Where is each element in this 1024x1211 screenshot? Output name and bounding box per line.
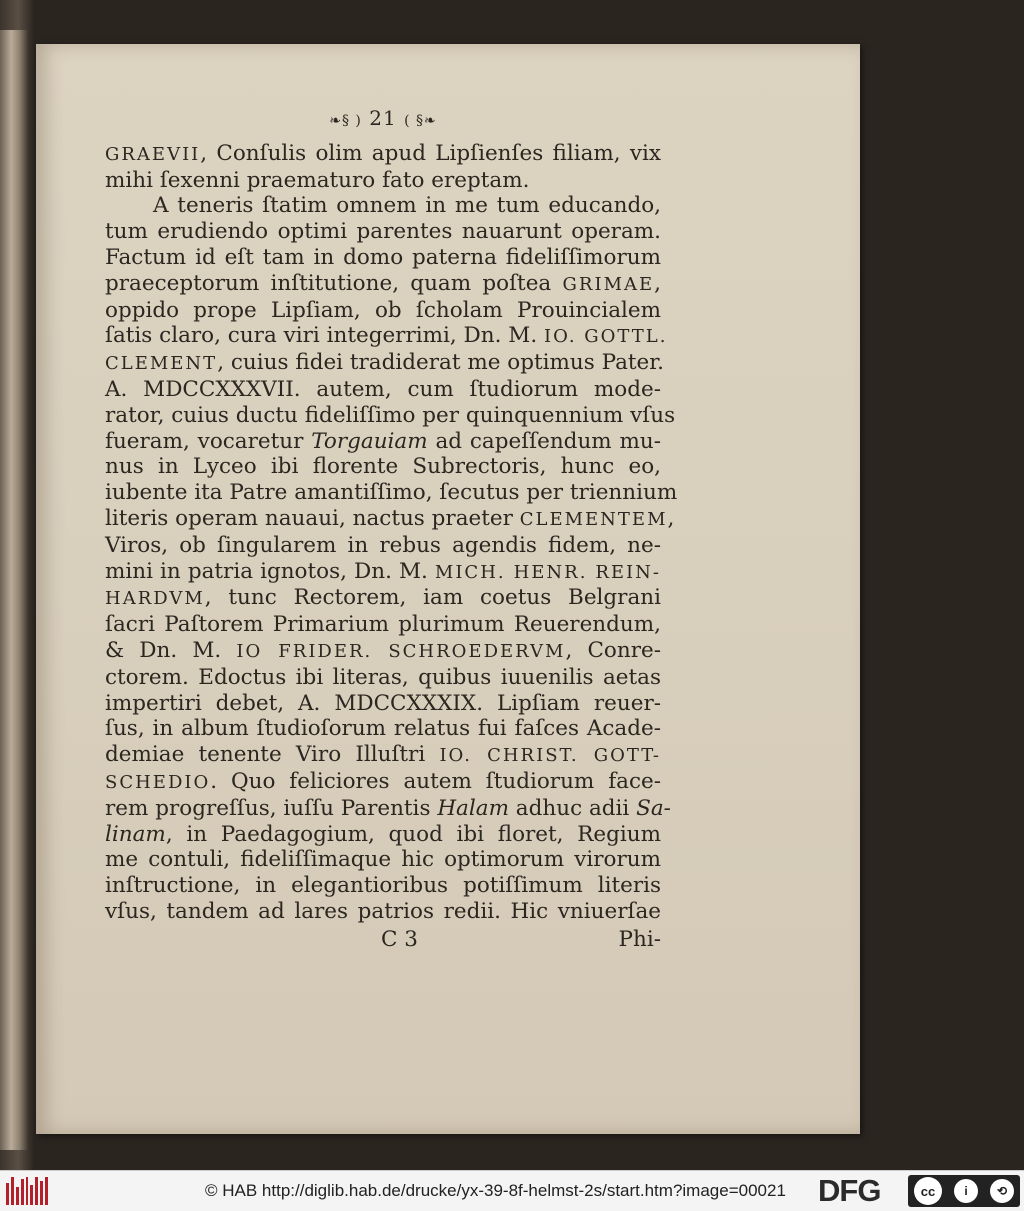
text-line xyxy=(105,742,661,769)
text-run: adhuc adii xyxy=(508,795,637,821)
page-header xyxy=(105,106,661,135)
text-line xyxy=(105,795,671,822)
text-run: CLEMENT xyxy=(105,353,218,375)
text-line xyxy=(105,271,661,298)
text-run: Viros, ob ſingularem in rebus agendis fidem, ne- xyxy=(105,532,661,558)
text-run: IO FRIDER. SCHROEDERVM xyxy=(236,640,566,662)
cc-license-badge[interactable] xyxy=(908,1175,1020,1207)
text-run: mini in patria ignotos, Dn. M. xyxy=(105,558,435,584)
sa-icon: ⟲ xyxy=(990,1179,1014,1203)
cc-icon: cc xyxy=(914,1177,942,1205)
text-line xyxy=(105,822,661,848)
text-lines xyxy=(105,140,678,925)
text-run: , tunc Rectorem, iam coetus Belgrani xyxy=(204,585,661,611)
copyright-link[interactable]: © HAB http://diglib.hab.de/drucke/yx-39-8f-helmst-2s/start.htm?image=00021 xyxy=(205,1181,786,1200)
text-run: , xyxy=(654,270,661,296)
dfg-logo-icon: DFG xyxy=(818,1173,881,1208)
text-run: , cuius fidei tradiderat me optimus Pater. xyxy=(217,350,665,376)
text-run: rator, cuius ductu fideliſſimo per quinquennium vſus xyxy=(105,402,676,428)
text-run: nus in Lyceo ibi florente Subrectoris, hunc eo, xyxy=(105,454,661,480)
text-line xyxy=(105,245,661,271)
book-page xyxy=(36,44,860,1134)
text-run: & Dn. M. xyxy=(105,637,237,663)
text-run: ſus, in album ſtudioſorum relatus fui faſces Acade- xyxy=(105,716,661,742)
text-run: IO. CHRIST. GOTT- xyxy=(439,745,661,767)
text-line xyxy=(105,769,661,796)
text-line xyxy=(105,585,661,612)
text-line xyxy=(105,873,661,899)
text-line xyxy=(105,716,661,742)
text-line xyxy=(105,899,661,925)
text-line xyxy=(105,298,661,324)
hab-logo-icon xyxy=(6,1177,48,1205)
text-line xyxy=(105,402,676,429)
text-line xyxy=(105,377,661,403)
text-line xyxy=(105,612,661,638)
header-ornament-left: ❧§ ) xyxy=(329,113,362,129)
text-run: HARDVM xyxy=(105,588,205,610)
by-icon: i xyxy=(954,1179,978,1203)
text-line xyxy=(105,480,678,506)
text-run: ſatis claro, cura viri integerrimi, Dn. M. xyxy=(105,323,544,349)
text-run: . Quo feliciores autem ſtudiorum face- xyxy=(210,768,661,794)
text-run: rem progreſſus, iuſſu Parentis xyxy=(105,795,438,821)
text-run: A. MDCCXXXVII. autem, cum ſtudiorum mode- xyxy=(105,376,661,402)
text-run: ſacri Paſtorem Primarium plurimum Reuerendum, xyxy=(105,612,661,638)
text-run: Sa- xyxy=(636,795,671,821)
text-run: me contuli, fideliſſimaque hic optimorum virorum xyxy=(105,847,661,873)
text-run: impertiri debet, A. MDCCXXXIX. Lipſiam reuer- xyxy=(105,690,661,716)
text-run: GRAEVII xyxy=(105,143,201,165)
text-run: , in Paedagogium, quod ibi floret, Regium xyxy=(165,821,661,847)
text-line xyxy=(105,665,661,691)
text-line xyxy=(105,193,661,219)
footer-bar xyxy=(0,1170,1024,1211)
text-run: CLEMENTEM xyxy=(519,508,668,530)
text-line xyxy=(105,638,661,665)
text-run: A teneris ſtatim omnem in me tum educando, xyxy=(153,193,661,219)
text-run: MICH. HENR. REIN- xyxy=(434,561,662,583)
text-run: linam xyxy=(105,821,166,847)
text-line xyxy=(105,505,675,533)
text-run: , Conſulis olim apud Lipſienſes filiam, vix xyxy=(200,140,661,166)
text-run: Halam xyxy=(437,795,509,821)
text-run: literis operam nauaui, nactus praeter xyxy=(105,505,520,531)
text-line xyxy=(105,219,661,245)
text-run: iubente ita Patre amantiſſimo, ſecutus per triennium xyxy=(105,480,678,506)
text-run: GRIMAE xyxy=(562,273,655,295)
text-line xyxy=(105,559,661,586)
text-run: SCHEDIO xyxy=(105,771,211,793)
back-pages-edge xyxy=(0,30,28,1150)
text-run: Factum id eſt tam in domo paterna fideliſſimorum xyxy=(105,244,661,270)
text-run: Torgauiam xyxy=(311,428,428,454)
catchline xyxy=(105,927,661,953)
text-run: IO. GOTTL. xyxy=(544,326,668,348)
text-run: , Conre- xyxy=(565,637,661,663)
text-run: oppido prope Lipſiam, ob ſcholam Prouincialem xyxy=(105,297,661,323)
text-run: fueram, vocaretur xyxy=(105,428,312,454)
text-run: , xyxy=(667,505,675,531)
signature-mark: C 3 xyxy=(381,926,418,952)
text-line xyxy=(105,350,665,377)
text-line xyxy=(105,847,661,873)
text-run: inſtructione, in elegantioribus potiſſimum literis xyxy=(105,873,661,899)
text-run: vſus, tandem ad lares patrios redii. Hic vniuerſae xyxy=(105,898,661,924)
text-line xyxy=(105,533,661,559)
text-run: ctorem. Edoctus ibi literas, quibus iuuenilis aetas xyxy=(105,664,661,690)
text-line xyxy=(105,454,661,480)
header-ornament-right: ( §❧ xyxy=(404,113,437,129)
text-run: praeceptorum inſtitutione, quam poſtea xyxy=(105,270,563,296)
text-line xyxy=(105,429,661,455)
text-run: tum erudiendo optimi parentes nauarunt operam. xyxy=(105,219,661,245)
text-line xyxy=(105,691,661,717)
page-text xyxy=(105,106,678,953)
text-line xyxy=(105,168,661,194)
text-run: mihi ſexenni praematuro fato ereptam. xyxy=(105,167,530,193)
catchword: Phi- xyxy=(618,926,661,952)
text-run: demiae tenente Viro Illuſtri xyxy=(105,742,440,768)
text-line xyxy=(105,141,661,168)
text-line xyxy=(105,323,668,350)
page-number: 21 xyxy=(369,106,397,130)
text-run: ad capeſſendum mu- xyxy=(427,428,661,454)
